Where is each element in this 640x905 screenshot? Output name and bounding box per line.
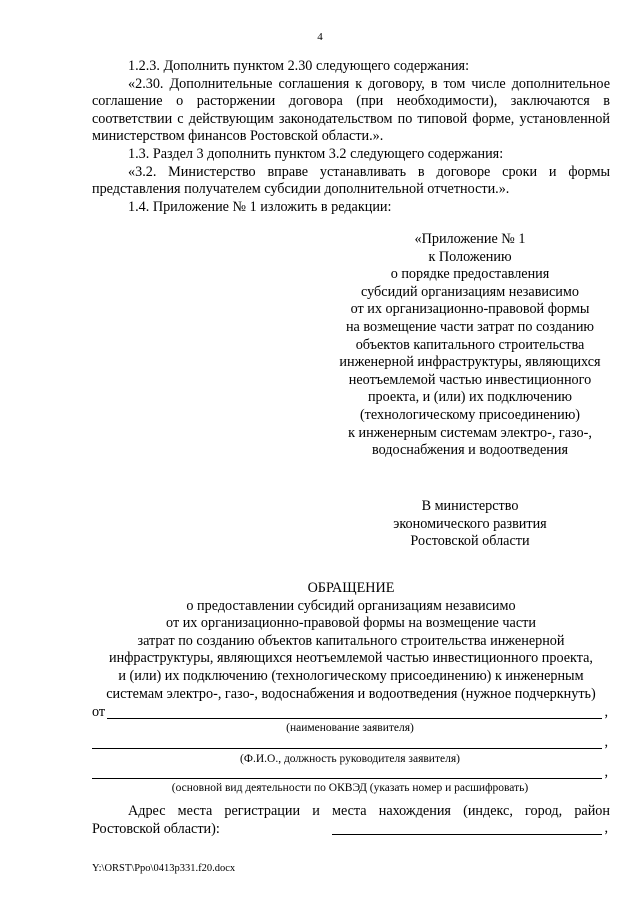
appendix-line: на возмещение части затрат по созданию <box>345 318 595 335</box>
appeal-line: затрат по созданию объектов капитального строительства инженерной <box>137 632 565 649</box>
appendix-header <box>322 231 618 460</box>
addressee-block <box>322 498 618 551</box>
okved-line-end: , <box>604 764 608 780</box>
appendix-line: водоснабжения и водоотведения <box>372 442 568 459</box>
appendix-line: (технологическому присоединению) <box>359 406 581 423</box>
addressee-line: Ростовской области <box>410 533 530 550</box>
applicant-caption: (наименование заявителя) <box>286 722 414 734</box>
addressee-line: В министерство <box>421 498 519 514</box>
head-name-line[interactable] <box>92 735 602 749</box>
appendix-line: «Приложение № 1 <box>414 231 526 247</box>
appeal-block <box>92 580 610 703</box>
paragraph-2-30: «2.30. Дополнительные соглашения к договору, в том числе дополнительное соглашение о расторжении договора (при необходимости), заключаются в соответствии с действующим законодательством по типовой форме, установленной министерством финансов Ростовской области.». <box>92 75 610 145</box>
file-path: Y:\ORST\Ppo\0413p331.f20.docx <box>92 863 236 874</box>
okved-caption: (основной вид деятельности по ОКВЭД (указать номер и расшифровать) <box>171 782 529 794</box>
appendix-line: от их организационно-правовой формы <box>350 301 590 318</box>
addressee-line: экономического развития <box>393 515 547 532</box>
appendix-line: проекта, и (или) их подключению <box>367 389 573 406</box>
paragraph-1-4: 1.4. Приложение № 1 изложить в редакции: <box>128 198 392 215</box>
amendment-text <box>92 58 610 216</box>
address-line-container <box>332 820 608 838</box>
appendix-line: неотъемлемой частью инвестиционного <box>348 371 592 388</box>
head-line-end: , <box>604 734 608 750</box>
from-label: от <box>92 704 106 720</box>
page-number: 4 <box>317 31 323 43</box>
appendix-line: к инженерным системам электро-, газо-, <box>348 424 592 441</box>
appeal-line: о предоставлении субсидий организациям независимо <box>186 597 516 614</box>
appendix-line: субсидий организациям независимо <box>361 283 579 300</box>
applicant-line-end: , <box>604 704 608 720</box>
appendix-line: объектов капитального строительства <box>355 336 585 353</box>
appeal-line: и (или) их подключению (технологическому присоединению) к инженерным <box>118 667 584 684</box>
okved-line[interactable] <box>92 765 602 779</box>
paragraph-1-3: 1.3. Раздел 3 дополнить пунктом 3.2 следующего содержания: <box>128 145 504 162</box>
head-field <box>92 734 608 752</box>
appeal-line: от их организационно-правовой формы на возмещение части <box>166 615 536 632</box>
applicant-field <box>92 704 608 722</box>
appendix-line: инженерной инфраструктуры, являющихся <box>339 354 601 371</box>
paragraph-1-2-3: 1.2.3. Дополнить пунктом 2.30 следующего содержания: <box>128 58 470 74</box>
appeal-title: ОБРАЩЕНИЕ <box>307 580 395 596</box>
applicant-name-line[interactable] <box>107 705 602 719</box>
address-text: Адрес места регистрации и места нахождения (индекс, город, район Ростовской области): <box>92 803 610 837</box>
address-line-end: , <box>604 820 608 836</box>
head-caption: (Ф.И.О., должность руководителя заявителя) <box>240 753 460 765</box>
appeal-line: системам электро-, газо-, водоснабжения и водоотведения (нужное подчеркнуть) <box>106 685 596 702</box>
paragraph-3-2: «3.2. Министерство вправе устанавливать в договоре сроки и формы представления получателем субсидии дополнительной отчетности.». <box>92 163 610 198</box>
okved-field <box>92 764 608 782</box>
appeal-line: инфраструктуры, являющихся неотъемлемой частью инвестиционного проекта, <box>109 650 593 667</box>
address-line[interactable] <box>332 821 602 835</box>
appendix-line: к Положению <box>428 248 512 265</box>
appendix-line: о порядке предоставления <box>390 266 550 283</box>
